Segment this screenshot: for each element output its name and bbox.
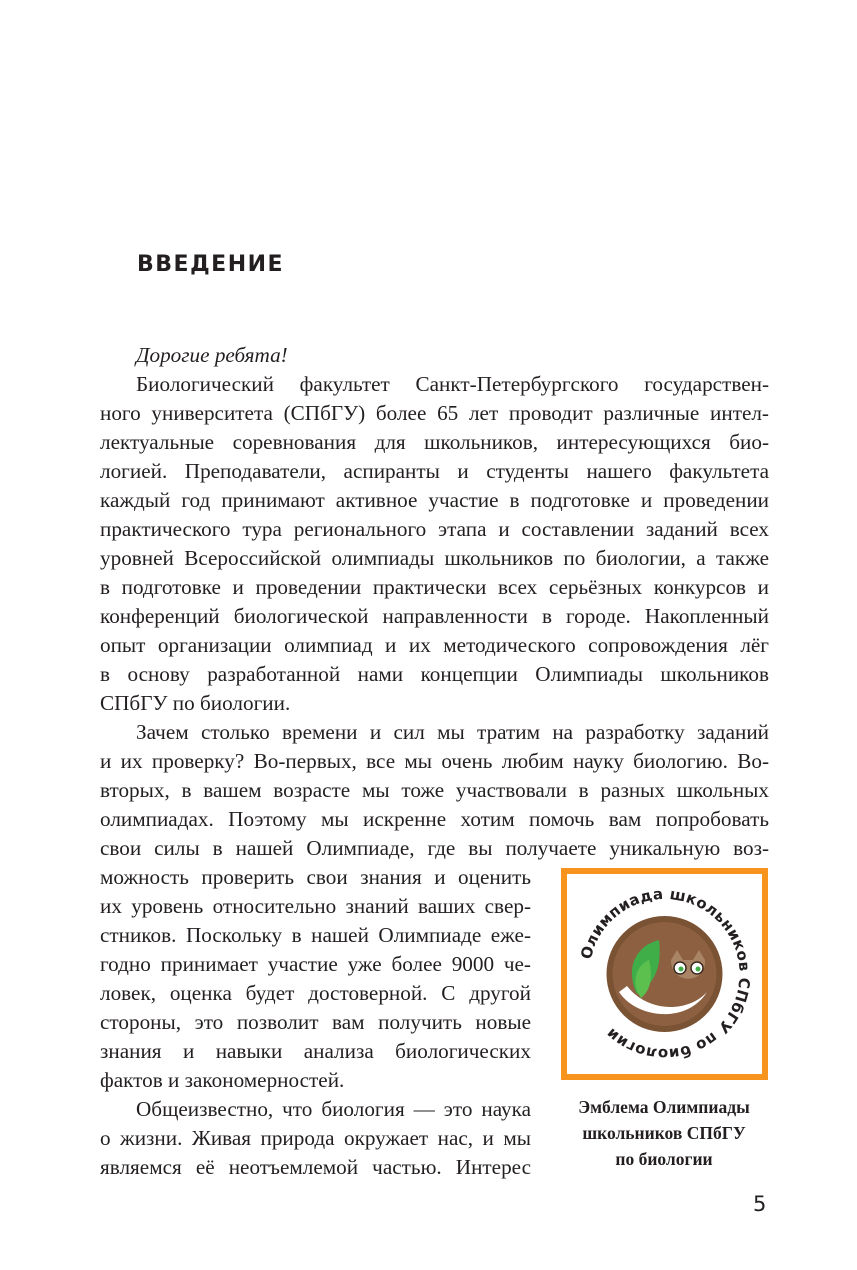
paragraph-line: и их проверку? Во-первых, все мы очень любим науку биологию. Во- — [100, 749, 769, 773]
paragraph-line: логией. Преподаватели, аспиранты и студенты нашего факультета — [100, 459, 769, 483]
caption-line: Эмблема Олимпиады — [578, 1097, 750, 1117]
paragraph-line: можность проверить свои знания и оценить — [100, 865, 531, 889]
paragraph-line: практического тура регионального этапа и составлении заданий всех — [100, 517, 769, 541]
owl-pupil-icon — [696, 967, 701, 972]
paragraph-line: Биологический факультет Санкт-Петербургского государствен- — [136, 372, 769, 396]
paragraph-line: в основу разработанной нами концепции Олимпиады школьников — [100, 662, 769, 686]
paragraph-line: олимпиадах. Поэтому мы искренне хотим помочь вам попробовать — [100, 807, 769, 831]
emblem-graphic — [567, 874, 762, 1074]
paragraph-line: знания и навыки анализа биологических — [100, 1039, 531, 1063]
paragraph-line: стороны, это позволит вам получить новые — [100, 1010, 531, 1034]
paragraph-line: вторых, в вашем возрасте мы тоже участвовали в разных школьных — [100, 778, 769, 802]
paragraph-line: ловек, оценка будет достоверной. С другой — [100, 981, 531, 1005]
paragraph-line: стников. Поскольку в нашей Олимпиаде еже- — [100, 923, 531, 947]
paragraph-line: Общеизвестно, что биология — это наука — [136, 1097, 531, 1121]
page-number: 5 — [753, 1192, 767, 1216]
greeting: Дорогие ребята! — [136, 343, 288, 367]
paragraph-line: в подготовке и проведении практически всех серьёзных конкурсов и — [100, 575, 769, 599]
paragraph-line: Зачем столько времени и сил мы тратим на разработку заданий — [136, 720, 769, 744]
figure-caption — [552, 1094, 776, 1172]
paragraph-line: фактов и закономерностей. — [100, 1068, 345, 1092]
paragraph-line: о жизни. Живая природа окружает нас, и мы — [100, 1126, 531, 1150]
paragraph-line: лектуальные соревнования для школьников, интересующихся био- — [100, 430, 769, 454]
paragraph-line: ного университета (СПбГУ) более 65 лет проводит различные интел- — [100, 401, 769, 425]
paragraph-line: являемся её неотъемлемой частью. Интерес — [100, 1155, 531, 1179]
paragraph-line: каждый год принимают активное участие в подготовке и проведении — [100, 488, 769, 512]
section-title: ВВЕДЕНИЕ — [137, 252, 285, 277]
owl-pupil-icon — [679, 967, 684, 972]
paragraph-line: их уровень относительно знаний ваших свер- — [100, 894, 531, 918]
paragraph-line: опыт организации олимпиад и их методического сопровождения лёг — [100, 633, 769, 657]
olympiad-emblem — [561, 868, 768, 1080]
emblem-ring-text: Олимпиада школьников СПбГУ по биологии — [577, 884, 754, 1064]
paragraph-line: свои силы в нашей Олимпиаде, где вы получаете уникальную воз- — [100, 836, 769, 860]
paragraph-line: годно принимает участие уже более 9000 че- — [100, 952, 531, 976]
caption-line: школьников СПбГУ — [582, 1123, 746, 1143]
paragraph-line: СПбГУ по биологии. — [100, 691, 291, 715]
caption-line: по биологии — [615, 1149, 713, 1169]
paragraph-line: конференций биологической направленности в городе. Накопленный — [100, 604, 769, 628]
paragraph-line: уровней Всероссийской олимпиады школьников по биологии, а также — [100, 546, 769, 570]
